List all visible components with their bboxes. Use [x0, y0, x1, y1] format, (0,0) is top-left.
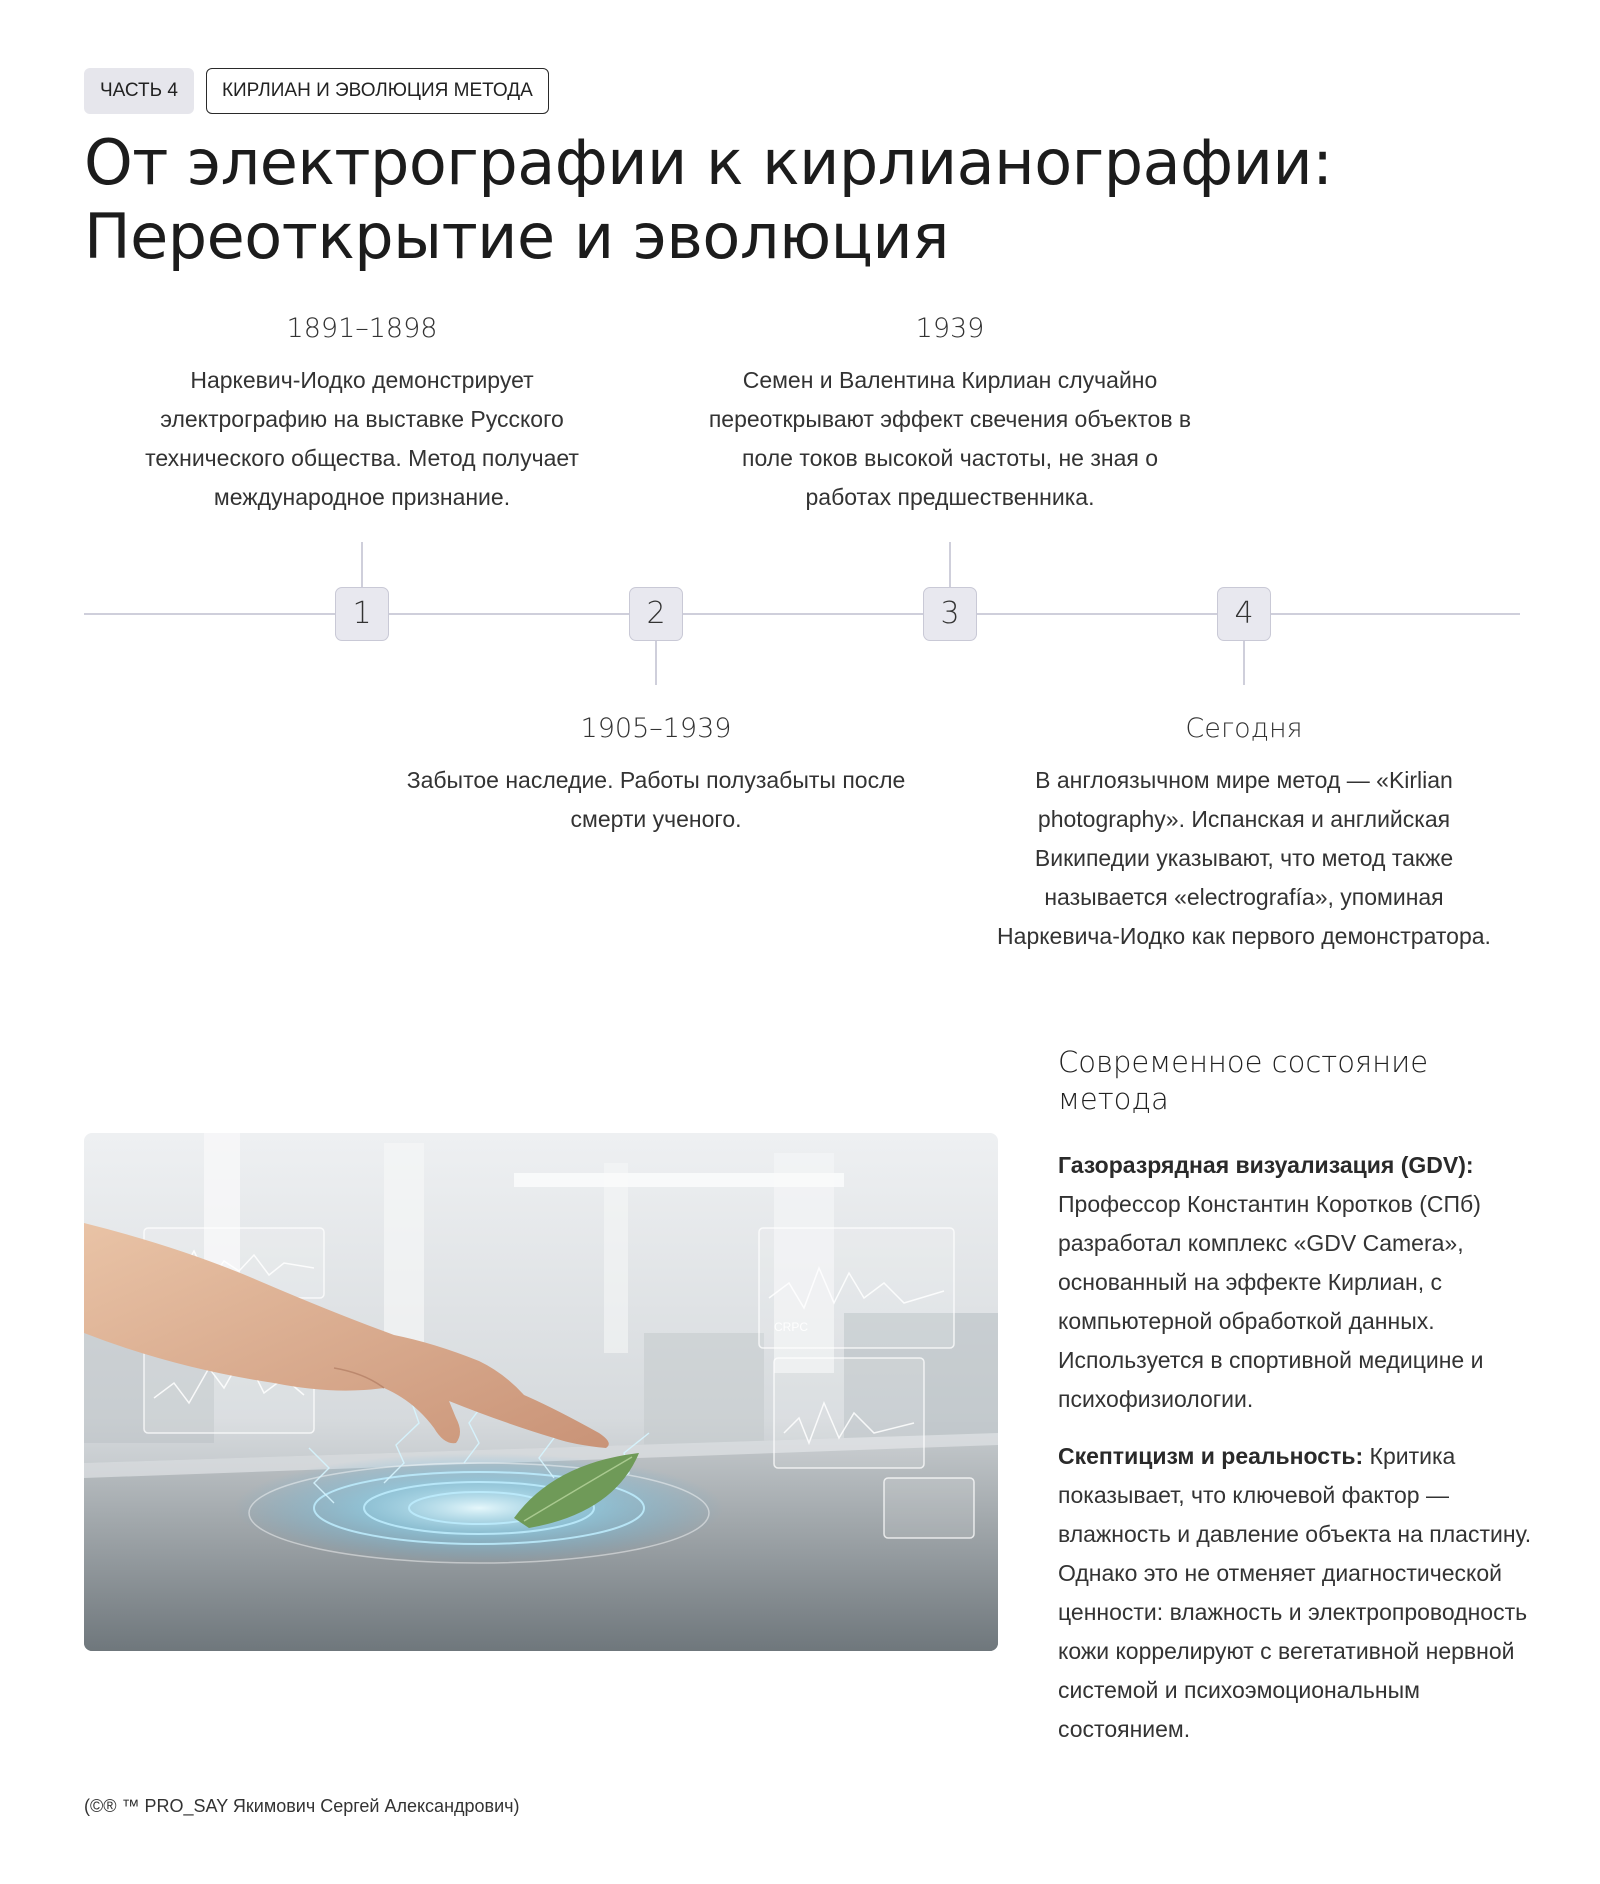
gdv-lead: Газоразрядная визуализация (GDV): [1058, 1152, 1474, 1178]
modern-state-heading: Современное состояние метода [1058, 1045, 1429, 1116]
event-description: В англоязычном мире метод — «Kirlian photography». Испанская и английская Википедии указывают, что метод также называется «electrografía», упоминая Наркевича-Иодко как первого демонстратора. [997, 767, 1491, 949]
kirlian-lab-illustration [84, 1133, 998, 1651]
topic-badge: КИРЛИАН И ЭВОЛЮЦИЯ МЕТОДА [206, 68, 549, 114]
timeline-node-1: 1 [335, 587, 389, 641]
gdv-paragraph [1058, 1146, 1538, 1419]
skepticism-lead: Скептицизм и реальность: [1058, 1443, 1364, 1469]
timeline-event-2 [406, 711, 906, 839]
gdv-text: Профессор Константин Коротков (СПб) разработал комплекс «GDV Camera», основанный на эффекте Кирлиан, с компьютерной обработкой данных. Используется в спортивной медицине и психофизиологии. [1058, 1191, 1484, 1412]
timeline-node-2: 2 [629, 587, 683, 641]
copyright-footer: (©® ™ PRO_SAY Якимович Сергей Александрович) [84, 1796, 520, 1816]
event-description: Семен и Валентина Кирлиан случайно переоткрывают эффект свечения объектов в поле токов высокой частоты, не зная о работах предшественника. [708, 367, 1192, 510]
timeline-tick-1 [361, 542, 363, 587]
timeline-node-4: 4 [1217, 587, 1271, 641]
lab-scene-image [84, 1133, 998, 1651]
timeline-tick-2 [655, 640, 657, 685]
timeline-event-1 [112, 311, 612, 517]
section-badges [84, 68, 549, 114]
event-period: 1891–1898 [286, 313, 438, 344]
event-period: 1939 [915, 313, 985, 344]
timeline-tick-3 [949, 542, 951, 587]
event-description: Забытое наследие. Работы полузабыты после смерти ученого. [406, 767, 906, 832]
event-description: Наркевич-Иодко демонстрирует электрографию на выставке Русского технического общества. Метод получает международное признание. [145, 367, 579, 510]
skepticism-text: Критика показывает, что ключевой фактор — влажность и давление объекта на пластину. Однако это не отменяет диагностической ценности: влажность и электропроводность кожи коррелируют с вегетативной нервной системой и психоэмоциональным состоянием. [1058, 1443, 1532, 1742]
part-badge: ЧАСТЬ 4 [84, 68, 194, 114]
timeline-event-3 [700, 311, 1200, 517]
page-title: От электрографии к кирлианографии: Переоткрытие и эволюция [84, 126, 1333, 273]
timeline-tick-4 [1243, 640, 1245, 685]
timeline-line [84, 613, 1520, 615]
timeline-node-3: 3 [923, 587, 977, 641]
event-period: Сегодня [1185, 713, 1303, 744]
hud-label: CRPC [774, 1320, 809, 1334]
event-period: 1905–1939 [580, 713, 732, 744]
skepticism-paragraph [1058, 1437, 1538, 1749]
timeline-event-4 [994, 711, 1494, 956]
